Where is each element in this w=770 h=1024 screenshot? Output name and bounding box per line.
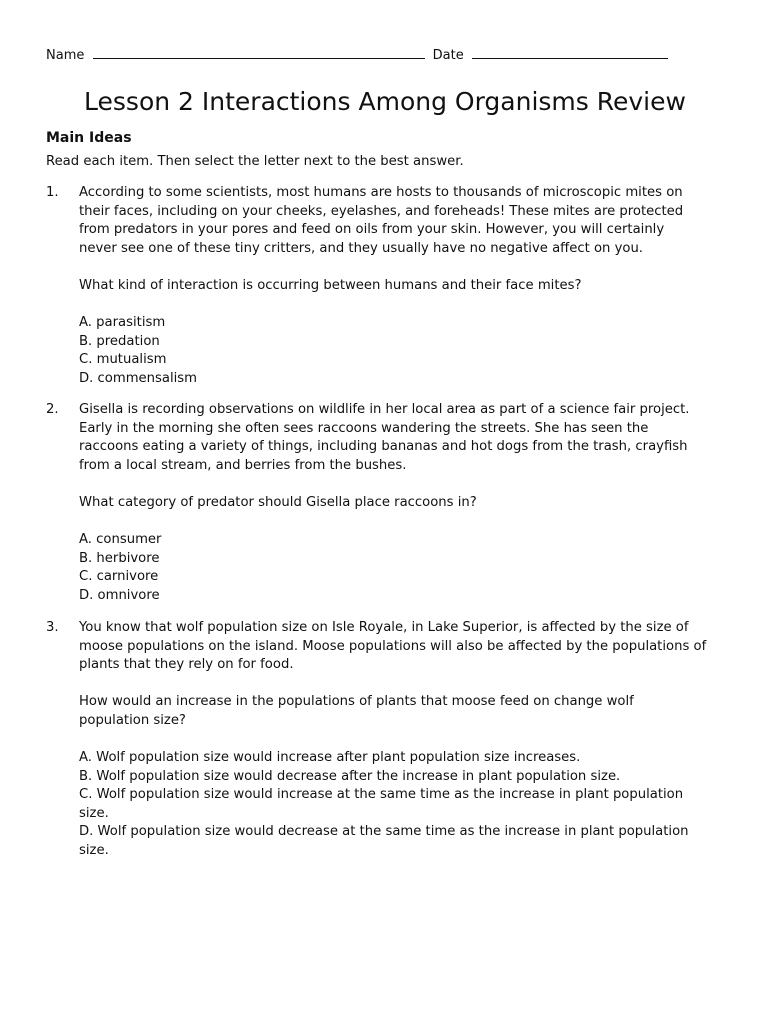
instructions-text: Read each item. Then select the letter next to the best answer.	[46, 154, 464, 169]
answer-option[interactable]: B. herbivore	[79, 550, 160, 566]
answer-option[interactable]: size.	[79, 805, 109, 821]
spacer	[79, 475, 719, 494]
date-blank-line[interactable]	[472, 46, 668, 59]
answer-option[interactable]: D. Wolf population size would decrease at the same time as the increase in plant population	[79, 824, 689, 840]
question-number: 3.	[46, 620, 59, 635]
passage-line: Gisella is recording observations on wildlife in her local area as part of a science fair project.	[79, 402, 690, 417]
answer-option[interactable]: A. consumer	[79, 531, 162, 547]
passage-line: According to some scientists, most humans are hosts to thousands of microscopic mites on	[79, 185, 683, 200]
question-prompt: What category of predator should Gisella place raccoons in?	[79, 494, 477, 510]
answer-option[interactable]: size.	[79, 842, 109, 858]
answer-option[interactable]: D. commensalism	[79, 370, 198, 386]
question-prompt: population size?	[79, 712, 186, 728]
spacer	[79, 730, 719, 749]
answer-option[interactable]: B. predation	[79, 333, 160, 349]
answer-option[interactable]: B. Wolf population size would decrease after the increase in plant population size.	[79, 768, 621, 784]
name-date-header	[46, 46, 668, 64]
passage-line: from predators in your pores and feed on oils from your skin. However, you will certainly	[79, 222, 665, 238]
answer-option[interactable]: C. Wolf population size would increase at the same time as the increase in plant population	[79, 787, 684, 803]
spacer	[79, 675, 719, 694]
question-number: 1.	[46, 185, 59, 200]
spacer	[79, 295, 719, 314]
question-body	[79, 184, 719, 388]
question-body	[79, 401, 719, 605]
question-prompt: How would an increase in the populations of plants that moose feed on change wolf	[79, 694, 634, 710]
name-label: Name	[46, 48, 85, 63]
passage-line: moose populations on the island. Moose populations will also be affected by the populations of	[79, 638, 707, 654]
question-body	[79, 619, 719, 861]
passage-line: never see one of these tiny critters, and they usually have no negative affect on you.	[79, 240, 644, 256]
passage-line: You know that wolf population size on Isle Royale, in Lake Superior, is affected by the size of	[79, 620, 689, 635]
section-heading: Main Ideas	[46, 130, 132, 146]
passage-line: Early in the morning she often sees raccoons wandering the streets. She has seen the	[79, 420, 649, 436]
passage-line: plants that they rely on for food.	[79, 657, 294, 673]
question-prompt: What kind of interaction is occurring between humans and their face mites?	[79, 277, 582, 293]
date-label: Date	[432, 48, 464, 63]
answer-option[interactable]: C. carnivore	[79, 569, 159, 585]
passage-line: their faces, including on your cheeks, eyelashes, and foreheads! These mites are protected	[79, 203, 684, 219]
page-title: Lesson 2 Interactions Among Organisms Review	[84, 87, 686, 116]
name-blank-line[interactable]	[93, 46, 425, 59]
answer-option[interactable]: D. omnivore	[79, 587, 160, 603]
question-number: 2.	[46, 402, 59, 417]
answer-option[interactable]: C. mutualism	[79, 352, 167, 368]
passage-line: raccoons eating a variety of things, including bananas and hot dogs from the trash, crayfish	[79, 439, 688, 455]
answer-option[interactable]: A. Wolf population size would increase after plant population size increases.	[79, 749, 581, 765]
passage-line: from a local stream, and berries from the bushes.	[79, 457, 407, 473]
spacer	[79, 258, 719, 277]
answer-option[interactable]: A. parasitism	[79, 314, 166, 330]
spacer	[79, 512, 719, 531]
